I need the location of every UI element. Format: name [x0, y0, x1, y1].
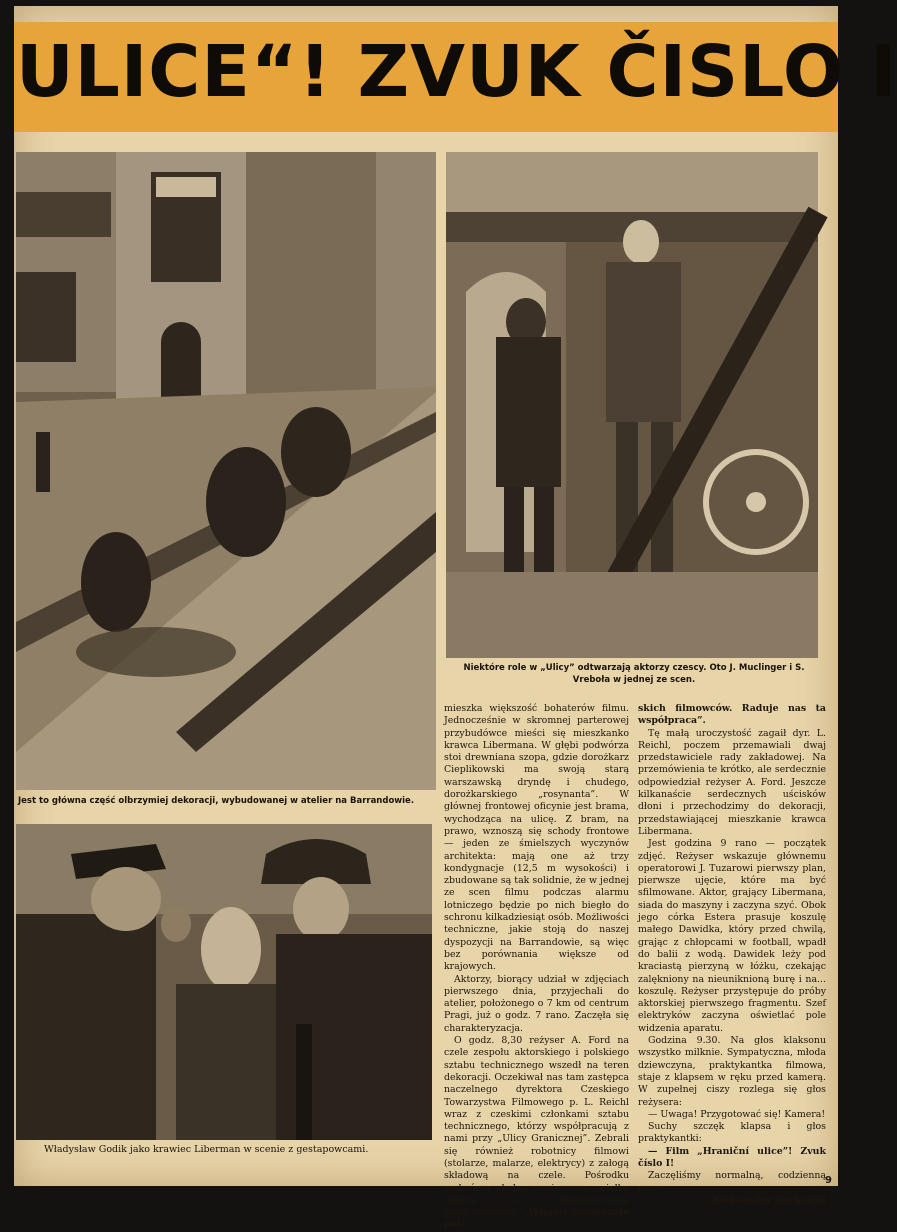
headline-banner	[14, 22, 897, 132]
gestapo-scene-image	[16, 824, 432, 1140]
article-paragraph: Suchy szczęk klapsa i głos praktykantki:	[638, 1121, 826, 1145]
magazine-page	[14, 6, 897, 1231]
article-paragraph: Godzina 9.30. Na głos klaksonu wszystko milknie. Sympatyczna, młoda dziewczyna, praktykantka filmowa, staje z klapsem w ręku przed kamerą. W zupełnej ciszy rozlega się głos reżysera:	[638, 1035, 826, 1108]
photo-film-set-street	[16, 152, 436, 790]
film-set-street-image	[16, 152, 436, 790]
article-paragraph: O godz. 8,30 reżyser A. Ford na czele zespołu aktorskiego i polskiego sztabu technicznego wszedł na teren dekoracji. Oczekiwał nas tam zastępca naczelnego dyrektora Czeskiego Towarzystwa Filmowego p. L. Reichl wraz z czeskimi członkami sztabu technicznego, którzy współpracują z nami przy „Ulicy Granicznej”. Zebrali się również robotnicy filmowi (stolarze, malarze, elektrycy) z załogą składową na czele. Pośrodku podwórza była zawieszona wielka tablica z dwujęzycznym pozdrowieniem: „Witamy serdecznie pol-	[444, 1035, 629, 1231]
article-paragraph: Aktorzy, biorący udział w zdjęciach pierwszego dnia, przyjechali do atelier, położonego o 7 km od centrum Pragi, już o godz. 7 rano. Zaczęła się charakteryzacja.	[444, 973, 629, 1034]
article-paragraph: — Uwaga! Przygotować się! Kamera!	[648, 1108, 826, 1120]
clapper-call: — Film „Hraniční ulice”! Zvuk číslo I!	[638, 1145, 826, 1169]
greeting-text: „Witamy serdecznie pol-	[444, 1207, 629, 1231]
greeting-text-continued: skich filmowców. Raduje nas ta współpraca”.	[638, 703, 826, 727]
page-number: 9	[825, 1175, 832, 1186]
actors-doorway-image	[446, 152, 818, 658]
article-column-1	[444, 703, 629, 1231]
article-paragraph: Jest godzina 9 rano — początek zdjęć. Reżyser wskazuje głównemu operatorowi J. Tuzarowi pierwszy plan, pierwsze ujęcie, które ma być sfilmowane. Aktor, grający Libermana, siada do maszyny i zaczyna szyć. Obok jego córka Estera prasuje koszulę małego Dawidka, który przed chwilą, grając z chłopcami w football, wpadł do balii z wodą. Dawidek leży pod kraciastą pierzyną w łóżku, czekając zalękniony na nieuniknioną burę i na... koszulę. Reżyser przystępuje do próby aktorskiej pierwszego fragmentu. Szef elektryków zaczyna oświetlać pole widzenia aparatu.	[638, 838, 826, 1034]
article-paragraph: Zaczęliśmy normalną, codzienną pracę.	[638, 1170, 826, 1194]
caption-gestapo-scene: Władysław Godik jako krawiec Liberman w scenie z gestapowcami.	[44, 1144, 369, 1155]
headline-text: ULICE“! ZVUK ČISLO I	[16, 30, 897, 113]
caption-actors-doorway: Niektóre role w „Ulicy” odtwarzają aktorzy czescy. Oto J. Muclinger i S. Vreboła w jednej ze scen.	[463, 663, 805, 685]
article-column-2	[638, 703, 826, 1206]
photo-actors-doorway	[446, 152, 818, 658]
article-paragraph: mieszka większość bohaterów filmu. Jednocześnie w skromnej parterowej przybudówce mieści się mieszkanko krawca Libermana. W głębi podwórza stoi drewniana szopa, gdzie dorożkarz Cieplikowski ma swoją starą warszawską dryndę i chudego, dorożkarskiego „rosynanta”. W głównej frontowej oficynie jest brama, wychodząca na ulicę. Z bram, na prawo, wznoszą się schody frontowe — jeden ze śmielszych wyczynów architekta: mają one aż trzy kondygnacje (12,5 m wysokości) i zbudowane są tak solidnie, że w jednej ze scen filmu podczas alarmu lotniczego będzie po nich biegło do schronu kilkadziesiąt osób. Możliwości techniczne, jakie stoją do naszej dyspozycji na Barrandowie, są więc bez porównania większe od krajowych.	[444, 703, 629, 973]
caption-film-set: Jest to główna część olbrzymiej dekoracji, wybudowanej w atelier na Barrandowie.	[18, 796, 415, 806]
article-author: Aleksander Suchcicki	[712, 1194, 826, 1206]
article-paragraph: Tę małą uroczystość zagaił dyr. L. Reichl, poczem przemawiali dwaj przedstawiciele rady zakładowej. Na przemówienia te krótko, ale serdecznie odpowiedział reżyser A. Ford. Jeszcze kilkanaście serdecznych uścisków dłoni i przechodzimy do dekoracji, przedstawiającej mieszkanie krawca Libermana.	[638, 727, 826, 837]
photo-gestapo-scene	[16, 824, 432, 1140]
